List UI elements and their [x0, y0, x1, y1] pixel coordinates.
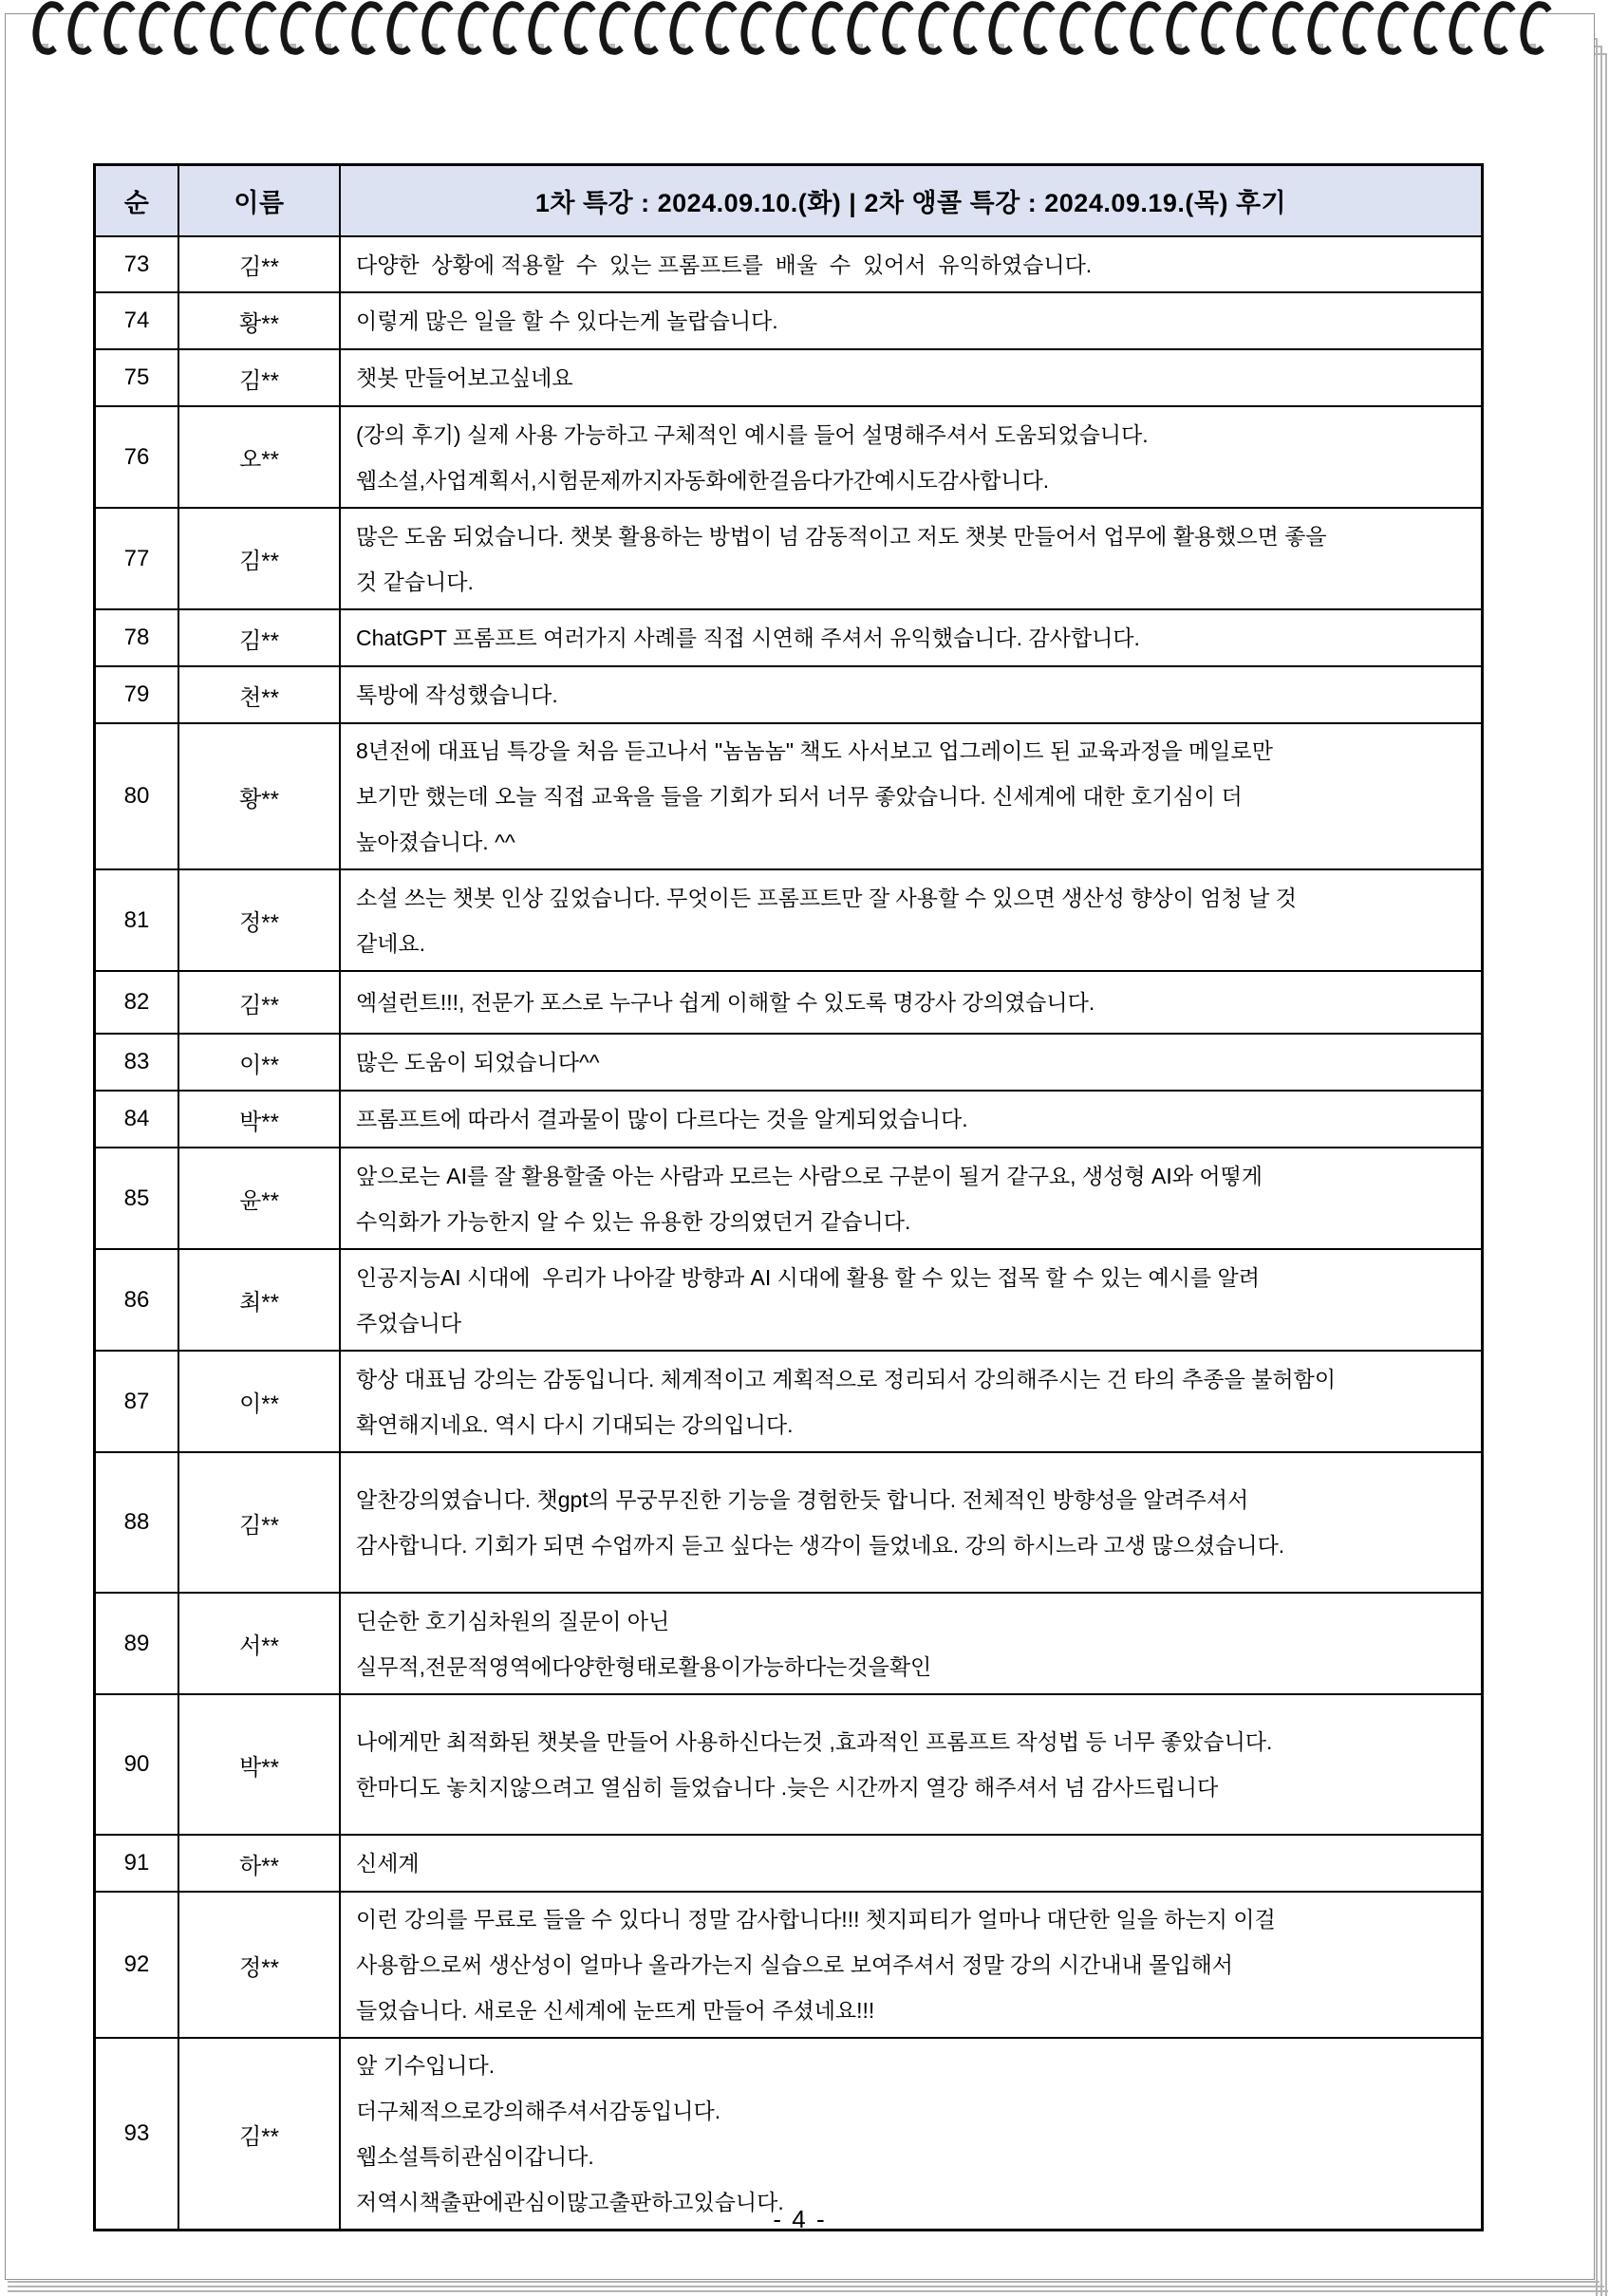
- review-line: 톡방에 작성했습니다.: [356, 682, 558, 707]
- row-name-cell: 하**: [179, 1836, 341, 1891]
- row-number-cell: 92: [96, 1893, 179, 2037]
- table-row: [96, 237, 1481, 293]
- row-name-cell: 박**: [179, 1092, 341, 1147]
- row-review-cell: [341, 2039, 1481, 2229]
- row-review-cell: [341, 293, 1481, 348]
- row-name-cell: 김**: [179, 237, 341, 291]
- page-stack-edge: [1600, 46, 1602, 2296]
- review-line: 소설 쓰는 챗봇 인상 깊었습니다. 무엇이든 프롬프트만 잘 사용할 수 있으면 생산성 향상이 엄청 날 것: [356, 885, 1297, 910]
- row-number-cell: 85: [96, 1148, 179, 1248]
- row-number-cell: 73: [96, 237, 179, 291]
- row-number-cell: 91: [96, 1836, 179, 1891]
- review-line: 확연해지네요. 역시 다시 기대되는 강의입니다.: [356, 1411, 794, 1437]
- row-number-cell: 74: [96, 293, 179, 348]
- row-review-cell: [341, 1695, 1481, 1834]
- review-line: 다양한 상황에 적용할 수 있는 프롬프트를 배울 수 있어서 유익하였습니다.: [356, 252, 1093, 277]
- row-number-cell: 87: [96, 1352, 179, 1451]
- row-name-cell: 박**: [179, 1695, 341, 1834]
- row-name-cell: 김**: [179, 972, 341, 1033]
- review-line: 사용함으로써 생산성이 얼마나 올라가는지 실습으로 보여주셔서 정말 강의 시간내내 몰입해서: [356, 1952, 1234, 1977]
- table-row: [96, 1453, 1481, 1594]
- review-line: 더구체적으로강의해주셔서감동입니다.: [356, 2099, 721, 2123]
- row-number-cell: 83: [96, 1035, 179, 1090]
- review-line: 저역시책출판에관심이많고출판하고있습니다.: [356, 2190, 784, 2214]
- row-review-cell: [341, 724, 1481, 868]
- row-review-cell: [341, 350, 1481, 405]
- row-number-cell: 88: [96, 1453, 179, 1592]
- review-line: 수익화가 가능한지 알 수 있는 유용한 강의였던거 같습니다.: [356, 1208, 911, 1234]
- review-line: 앞 기수입니다.: [356, 2053, 496, 2078]
- table-row: [96, 293, 1481, 350]
- table-row: [96, 1893, 1481, 2039]
- review-line: 주었습니다: [356, 1310, 462, 1335]
- row-name-cell: 김**: [179, 2039, 341, 2229]
- row-name-cell: 황**: [179, 293, 341, 348]
- row-name-cell: 김**: [179, 610, 341, 665]
- feedback-table: [93, 163, 1484, 2231]
- page-stack-edge: [1596, 38, 1598, 2296]
- review-line: 알찬강의였습니다. 챗gpt의 무궁무진한 기능을 경험한듯 합니다. 전체적인 방향성을 알려주셔서: [356, 1487, 1249, 1512]
- row-review-cell: [341, 1836, 1481, 1891]
- review-line: 들었습니다. 새로운 신세계에 눈뜨게 만들어 주셨네요!!!: [356, 1998, 875, 2023]
- table-row: [96, 1594, 1481, 1695]
- review-line: 보기만 했는데 오늘 직접 교육을 들을 기회가 되서 너무 좋았습니다. 신세계에 대한 호기심이 더: [356, 784, 1243, 809]
- review-line: 한마디도 놓치지않으려고 열심히 들었습니다 .늦은 시간까지 열강 해주셔서 넘 감사드립니다: [356, 1775, 1219, 1800]
- row-number-cell: 76: [96, 407, 179, 507]
- table-row: [96, 407, 1481, 509]
- row-number-cell: 80: [96, 724, 179, 868]
- row-name-cell: 오**: [179, 407, 341, 507]
- page-stack-edge: [1605, 53, 1607, 2296]
- header-cell-name: 이름: [179, 166, 341, 235]
- row-name-cell: 황**: [179, 724, 341, 868]
- review-line: 웹소설,사업계획서,시험문제까지자동화에한걸음다가간예시도감사합니다.: [356, 467, 1050, 493]
- table-row: [96, 972, 1481, 1035]
- row-name-cell: 이**: [179, 1352, 341, 1451]
- row-review-cell: [341, 1250, 1481, 1350]
- row-review-cell: [341, 1035, 1481, 1090]
- row-review-cell: [341, 1594, 1481, 1693]
- review-line: 많은 도움이 되었습니다^^: [356, 1050, 600, 1074]
- row-name-cell: 이**: [179, 1035, 341, 1090]
- page-stack-edge: [8, 2290, 1608, 2292]
- row-review-cell: [341, 972, 1481, 1033]
- row-number-cell: 90: [96, 1695, 179, 1834]
- row-name-cell: 김**: [179, 509, 341, 608]
- table-row: [96, 1148, 1481, 1250]
- table-row: [96, 870, 1481, 972]
- page-number: - 4 -: [773, 2205, 827, 2233]
- header-cell-no: 순: [96, 166, 179, 235]
- review-line: 높아졌습니다. ^^: [356, 830, 515, 854]
- review-line: 인공지능AI 시대에 우리가 나아갈 방향과 AI 시대에 활용 할 수 있는 접목 할 수 있는 예시를 알려: [356, 1264, 1260, 1290]
- review-line: 이런 강의를 무료로 들을 수 있다니 정말 감사합니다!!! 쳇지피티가 얼마나 대단한 일을 하는지 이걸: [356, 1907, 1276, 1932]
- review-line: 8년전에 대표님 특강을 처음 듣고나서 "놈놈놈" 책도 사서보고 업그레이드 된 교육과정을 메일로만: [356, 738, 1273, 763]
- row-name-cell: 최**: [179, 1250, 341, 1350]
- review-line: 많은 도움 되었습니다. 챗봇 활용하는 방법이 넘 감동적이고 저도 챗봇 만들어서 업무에 활용했으면 좋을: [356, 523, 1327, 549]
- table-row: [96, 724, 1481, 870]
- row-review-cell: [341, 1092, 1481, 1147]
- review-line: 프롬프트에 따라서 결과물이 많이 다르다는 것을 알게되었습니다.: [356, 1107, 968, 1131]
- row-number-cell: 86: [96, 1250, 179, 1350]
- review-line: 항상 대표님 강의는 감동입니다. 체계적이고 계획적으로 정리되서 강의해주시는 건 타의 추종을 불허함이: [356, 1366, 1337, 1391]
- row-name-cell: 정**: [179, 1893, 341, 2037]
- row-name-cell: 서**: [179, 1594, 341, 1693]
- table-row: [96, 610, 1481, 667]
- row-name-cell: 정**: [179, 870, 341, 970]
- table-row: [96, 1695, 1481, 1836]
- row-number-cell: 93: [96, 2039, 179, 2229]
- row-number-cell: 81: [96, 870, 179, 970]
- row-review-cell: [341, 237, 1481, 291]
- table-row: [96, 1352, 1481, 1453]
- review-line: 딘순한 호기심차원의 질문이 아닌: [356, 1608, 670, 1633]
- review-line: 나에게만 최적화된 챗봇을 만들어 사용하신다는것 ,효과적인 프롬프트 작성법 등 너무 좋았습니다.: [356, 1729, 1273, 1754]
- row-review-cell: [341, 667, 1481, 722]
- row-review-cell: [341, 610, 1481, 665]
- table-row: [96, 667, 1481, 724]
- row-name-cell: 김**: [179, 1453, 341, 1592]
- row-number-cell: 77: [96, 509, 179, 608]
- review-line: 실무적,전문적영역에다양한형태로활용이가능하다는것을확인: [356, 1653, 932, 1679]
- row-review-cell: [341, 407, 1481, 507]
- review-line: 감사합니다. 기회가 되면 수업까지 듣고 싶다는 생각이 들었네요. 강의 하시느라 고생 많으셨습니다.: [356, 1533, 1285, 1558]
- row-review-cell: [341, 1893, 1481, 2037]
- row-number-cell: 78: [96, 610, 179, 665]
- review-line: 신세계: [356, 1851, 420, 1876]
- table-row: [96, 1250, 1481, 1352]
- row-name-cell: 천**: [179, 667, 341, 722]
- review-line: 앞으로는 AI를 잘 활용할줄 아는 사람과 모르는 사람으로 구분이 될거 같구요, 생성형 AI와 어떻게: [356, 1163, 1263, 1188]
- row-number-cell: 79: [96, 667, 179, 722]
- review-line: ChatGPT 프롬프트 여러가지 사례를 직접 시연해 주셔서 유익했습니다. 감사합니다.: [356, 625, 1140, 650]
- table-row: [96, 509, 1481, 610]
- table-row: [96, 1035, 1481, 1092]
- review-line: (강의 후기) 실제 사용 가능하고 구체적인 예시를 들어 설명해주셔서 도움되었습니다.: [356, 421, 1149, 447]
- table-header-row: [96, 166, 1481, 237]
- row-number-cell: 89: [96, 1594, 179, 1693]
- row-name-cell: 김**: [179, 350, 341, 405]
- row-review-cell: [341, 1352, 1481, 1451]
- row-name-cell: 윤**: [179, 1148, 341, 1248]
- review-line: 챗봇 만들어보고싶네요: [356, 365, 573, 390]
- row-review-cell: [341, 870, 1481, 970]
- row-number-cell: 82: [96, 972, 179, 1033]
- row-review-cell: [341, 1148, 1481, 1248]
- review-line: 웹소설특히관심이갑니다.: [356, 2144, 594, 2169]
- table-row: [96, 2039, 1481, 2229]
- table-body: [96, 237, 1481, 2229]
- row-review-cell: [341, 1453, 1481, 1592]
- review-line: 엑설런트!!!, 전문가 포스로 누구나 쉽게 이해할 수 있도록 명강사 강의였습니다.: [356, 990, 1095, 1015]
- table-row: [96, 350, 1481, 407]
- row-review-cell: [341, 509, 1481, 608]
- page-stack-edge: [8, 2286, 1604, 2287]
- header-cell-review: 1차 특강 : 2024.09.10.(화) | 2차 앵콜 특강 : 2024.09.19.(목) 후기: [534, 189, 1287, 217]
- row-number-cell: 75: [96, 350, 179, 405]
- review-line: 같네요.: [356, 930, 426, 956]
- row-number-cell: 84: [96, 1092, 179, 1147]
- review-line: 것 같습니다.: [356, 569, 474, 594]
- table-row: [96, 1836, 1481, 1893]
- page-stack-edge: [8, 2281, 1600, 2283]
- review-line: 이렇게 많은 일을 할 수 있다는게 놀랍습니다.: [356, 308, 778, 333]
- table-row: [96, 1092, 1481, 1148]
- notebook-page: [5, 13, 1595, 2280]
